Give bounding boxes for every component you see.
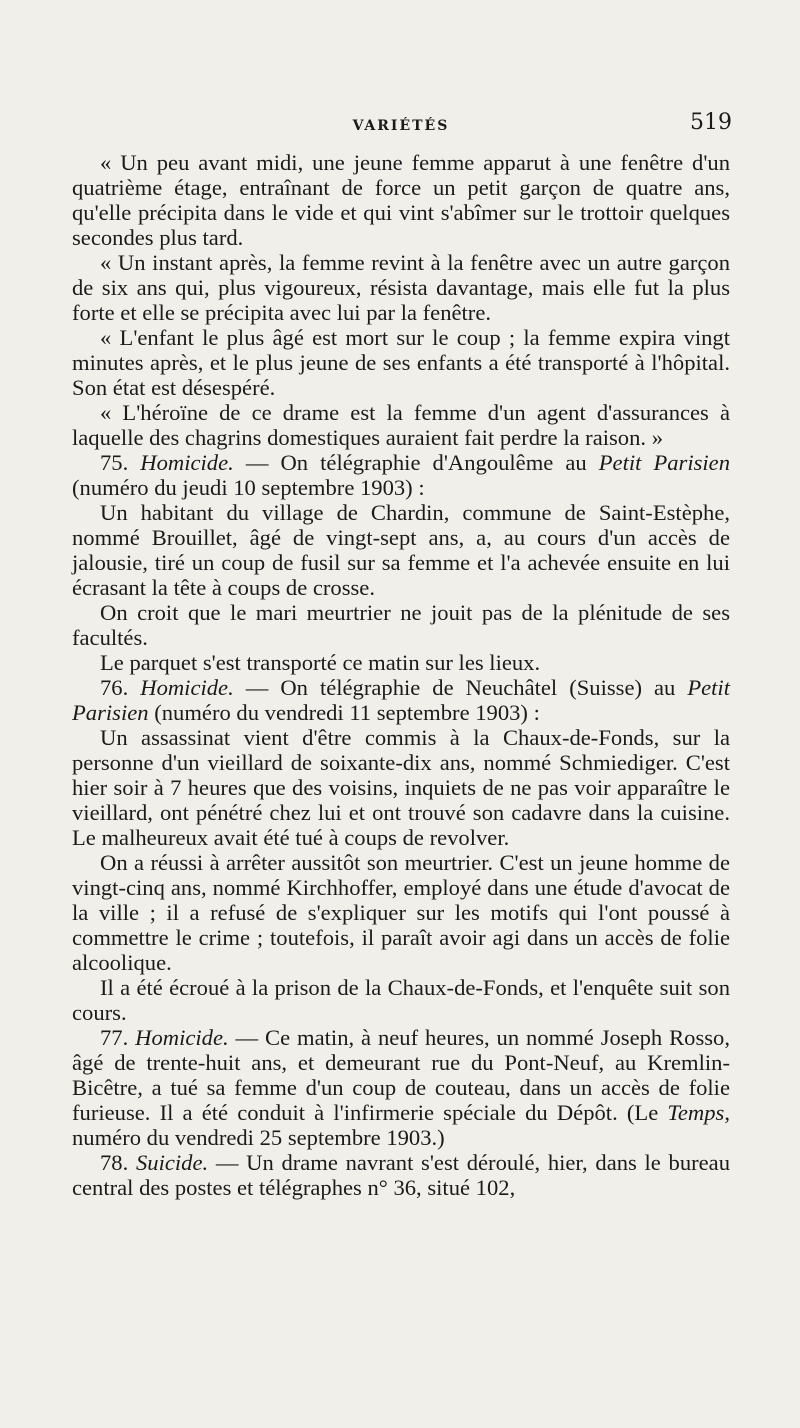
page-number: 519 (690, 110, 732, 135)
newspaper-name: Petit Parisien (72, 675, 730, 725)
paragraph: On croit que le mari meurtrier ne jouit pas de la plénitude de ses facultés. (72, 600, 730, 650)
case-paragraph (72, 675, 730, 725)
newspaper-name: Temps (667, 1100, 725, 1125)
case-text: — On télégraphie de Neuchâtel (Suisse) au (233, 675, 688, 700)
case-heading: Homicide. (140, 450, 234, 475)
paragraph: On a réussi à arrêter aussitôt son meurtrier. C'est un jeune homme de vingt-cinq ans, nommé Kirchhoffer, employé dans une étude d'avocat de la ville ; il a refusé de s'expliquer sur les motifs qui l'ont poussé à commettre le crime ; toutefois, il paraît avoir agi dans un accès de folie alcoolique. (72, 850, 730, 975)
paragraph: « L'enfant le plus âgé est mort sur le coup ; la femme expira vingt minutes après, et le plus jeune de ses enfants a été transporté à l'hôpital. Son état est désespéré. (72, 325, 730, 400)
body-text (72, 150, 730, 1200)
running-head (72, 110, 730, 150)
case-number: 77. (100, 1025, 129, 1050)
paragraph: Il a été écroué à la prison de la Chaux-de-Fonds, et l'enquête suit son cours. (72, 975, 730, 1025)
paragraph: « Un peu avant midi, une jeune femme apparut à une fenêtre d'un quatrième étage, entraînant de force un petit garçon de quatre ans, qu'elle précipita dans le vide et qui vint s'abîmer sur le trottoir quelques secondes plus tard. (72, 150, 730, 250)
case-text-end: (numéro du vendredi 11 septembre 1903) : (148, 700, 540, 725)
case-text: — Ce matin, à neuf heures, un nommé Joseph Rosso, âgé de trente-huit ans, et demeurant rue du Pont-Neuf, au Kremlin-Bicêtre, a tué sa femme d'un coup de couteau, dans un accès de folie furieuse. Il a été conduit à l'infirmerie spéciale du Dépôt. (Le (72, 1025, 730, 1125)
case-number: 75. (100, 450, 129, 475)
case-number: 76. (100, 675, 129, 700)
paragraph: « Un instant après, la femme revint à la fenêtre avec un autre garçon de six ans qui, plus vigoureux, résista davantage, mais elle fut la plus forte et elle se précipita avec lui par la fenêtre. (72, 250, 730, 325)
case-paragraph (72, 1150, 730, 1200)
case-number: 78. (100, 1150, 129, 1175)
case-text-end: , numéro du vendredi 25 septembre 1903.) (72, 1100, 730, 1150)
case-text-end: (numéro du jeudi 10 septembre 1903) : (72, 475, 425, 500)
case-paragraph (72, 450, 730, 500)
paragraph: Un assassinat vient d'être commis à la Chaux-de-Fonds, sur la personne d'un vieillard de soixante-dix ans, nommé Schmiediger. C'est hier soir à 7 heures que des voisins, inquiets de ne pas voir apparaître le vieillard, ont pénétré chez lui et ont trouvé son cadavre dans la cuisine. Le malheureux avait été tué à coups de revolver. (72, 725, 730, 850)
case-paragraph (72, 1025, 730, 1150)
case-heading: Homicide. (140, 675, 234, 700)
book-page (72, 110, 730, 1200)
newspaper-name: Petit Parisien (598, 450, 731, 475)
running-title: VARIÉTÉS (352, 118, 450, 134)
case-heading: Suicide. (135, 1150, 209, 1175)
case-text: — On télégraphie d'Angoulême au (233, 450, 599, 475)
paragraph: « L'héroïne de ce drame est la femme d'un agent d'assurances à laquelle des chagrins domestiques auraient fait perdre la raison. » (72, 400, 730, 450)
paragraph: Un habitant du village de Chardin, commune de Saint-Estèphe, nommé Brouillet, âgé de vingt-sept ans, a, au cours d'un accès de jalousie, tiré un coup de fusil sur sa femme et l'a achevée ensuite en lui écrasant la tête à coups de crosse. (72, 500, 730, 600)
paragraph: Le parquet s'est transporté ce matin sur les lieux. (100, 650, 541, 675)
case-heading: Homicide. (135, 1025, 229, 1050)
case-text: — Un drame navrant s'est déroulé, hier, dans le bureau central des postes et télégraphes n° 36, situé 102, (72, 1150, 731, 1200)
